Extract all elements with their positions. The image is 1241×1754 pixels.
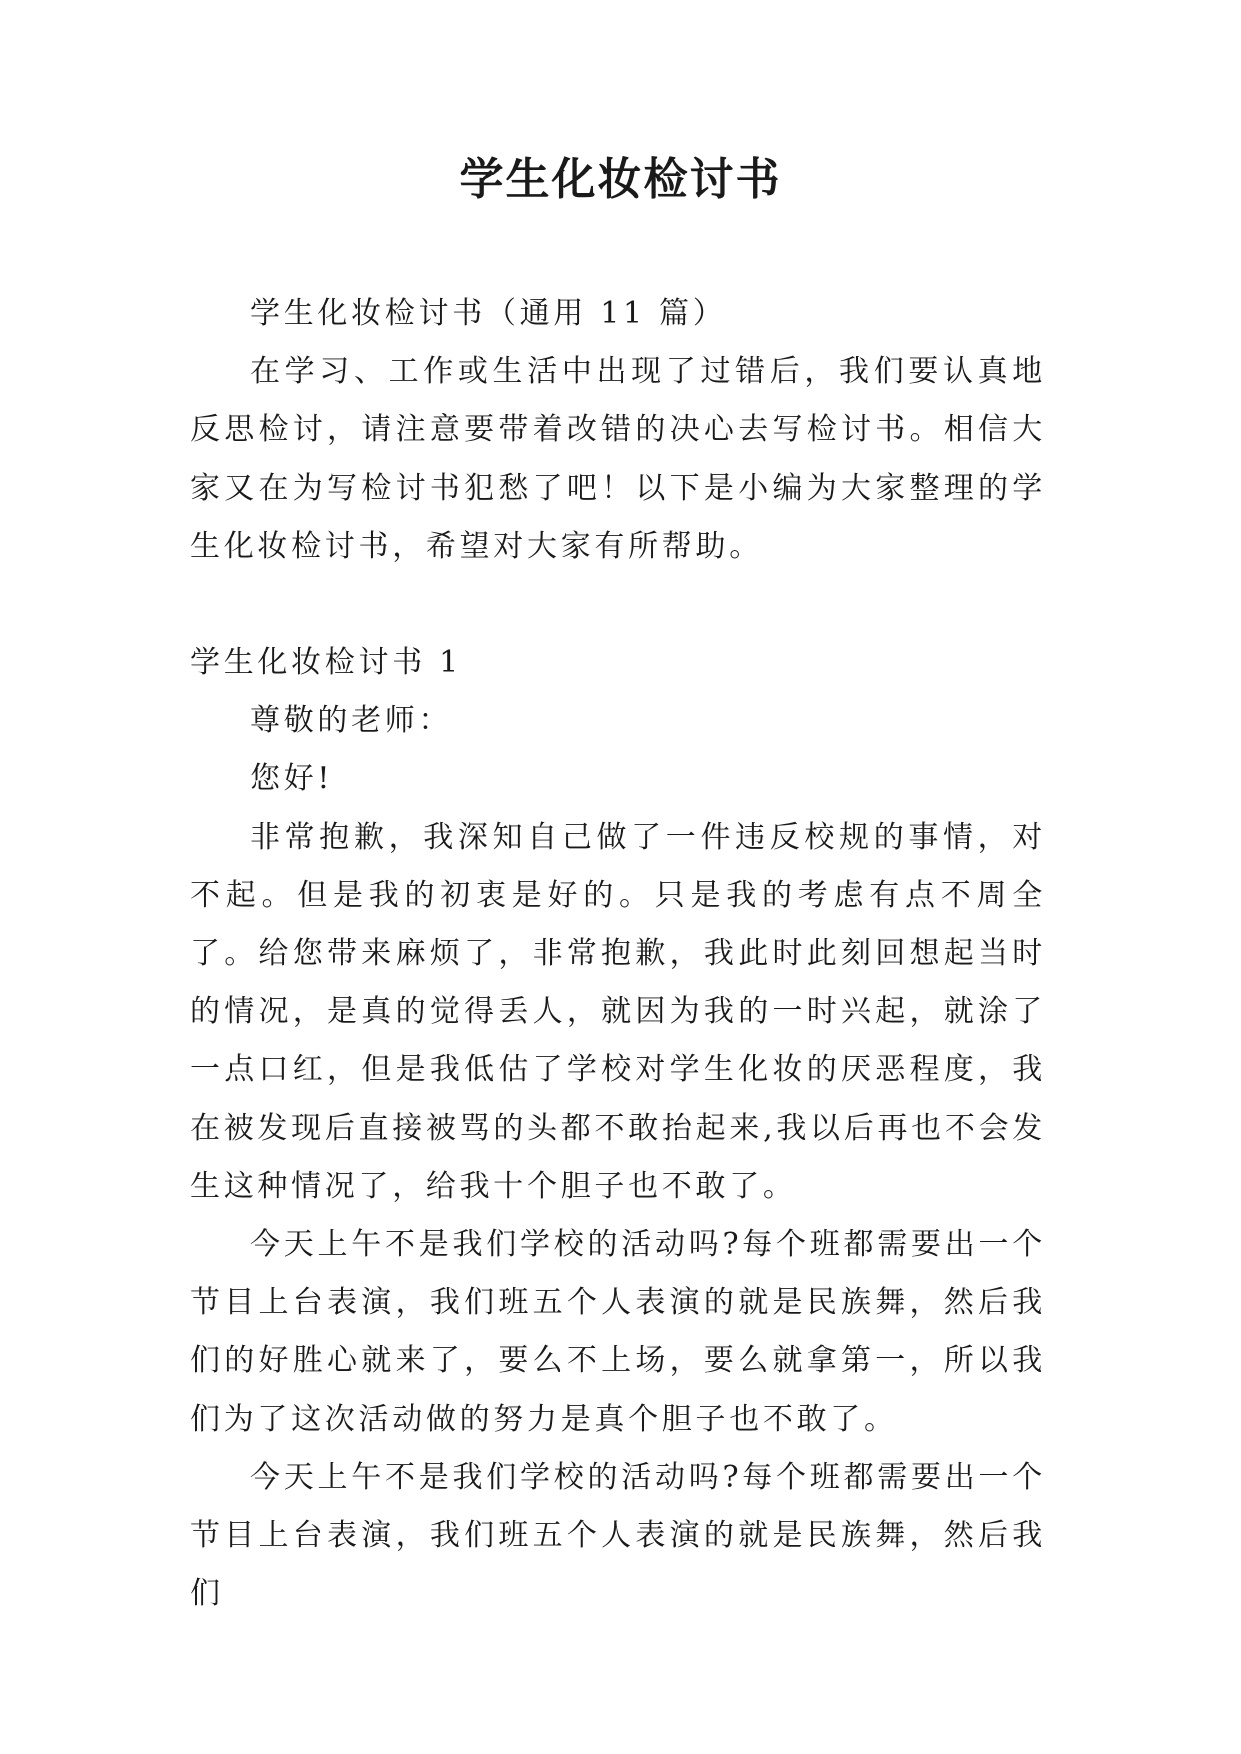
document-title: 学生化妆检讨书 xyxy=(459,154,782,205)
greeting: 您好! xyxy=(250,761,334,797)
body-paragraph: 今天上午不是我们学校的活动吗?每个班都需要出一个节目上台表演，我们班五个人表演的就是民族舞，然后我们 xyxy=(190,1459,1046,1612)
section-heading: 学生化妆检讨书 1 xyxy=(190,645,462,681)
section-spacer xyxy=(190,576,1046,634)
document-body xyxy=(190,285,1046,1623)
document-subtitle: 学生化妆检讨书（通用 11 篇） xyxy=(250,296,727,331)
body-paragraph: 今天上午不是我们学校的活动吗?每个班都需要出一个节目上台表演，我们班五个人表演的就是民族舞，然后我们的好胜心就来了，要么不上场，要么就拿第一，所以我们为了这次活动做的努力是真个胆子也不敢了。 xyxy=(190,1227,1046,1437)
body-paragraph: 非常抱歉，我深知自己做了一件违反校规的事情，对不起。但是我的初衷是好的。只是我的考虑有点不周全了。给您带来麻烦了，非常抱歉，我此时此刻回想起当时的情况，是真的觉得丢人，就因为我的一时兴起，就涂了一点口红，但是我低估了学校对学生化妆的厌恶程度，我在被发现后直接被骂的头都不敢抬起来,我以后再也不会发生这种情况了，给我十个胆子也不敢了。 xyxy=(190,819,1046,1204)
salutation: 尊敬的老师： xyxy=(250,703,453,739)
intro-paragraph: 在学习、工作或生活中出现了过错后，我们要认真地反思检讨，请注意要带着改错的决心去写检讨书。相信大家又在为写检讨书犯愁了吧！以下是小编为大家整理的学生化妆检讨书，希望对大家有所帮助。 xyxy=(190,354,1046,564)
